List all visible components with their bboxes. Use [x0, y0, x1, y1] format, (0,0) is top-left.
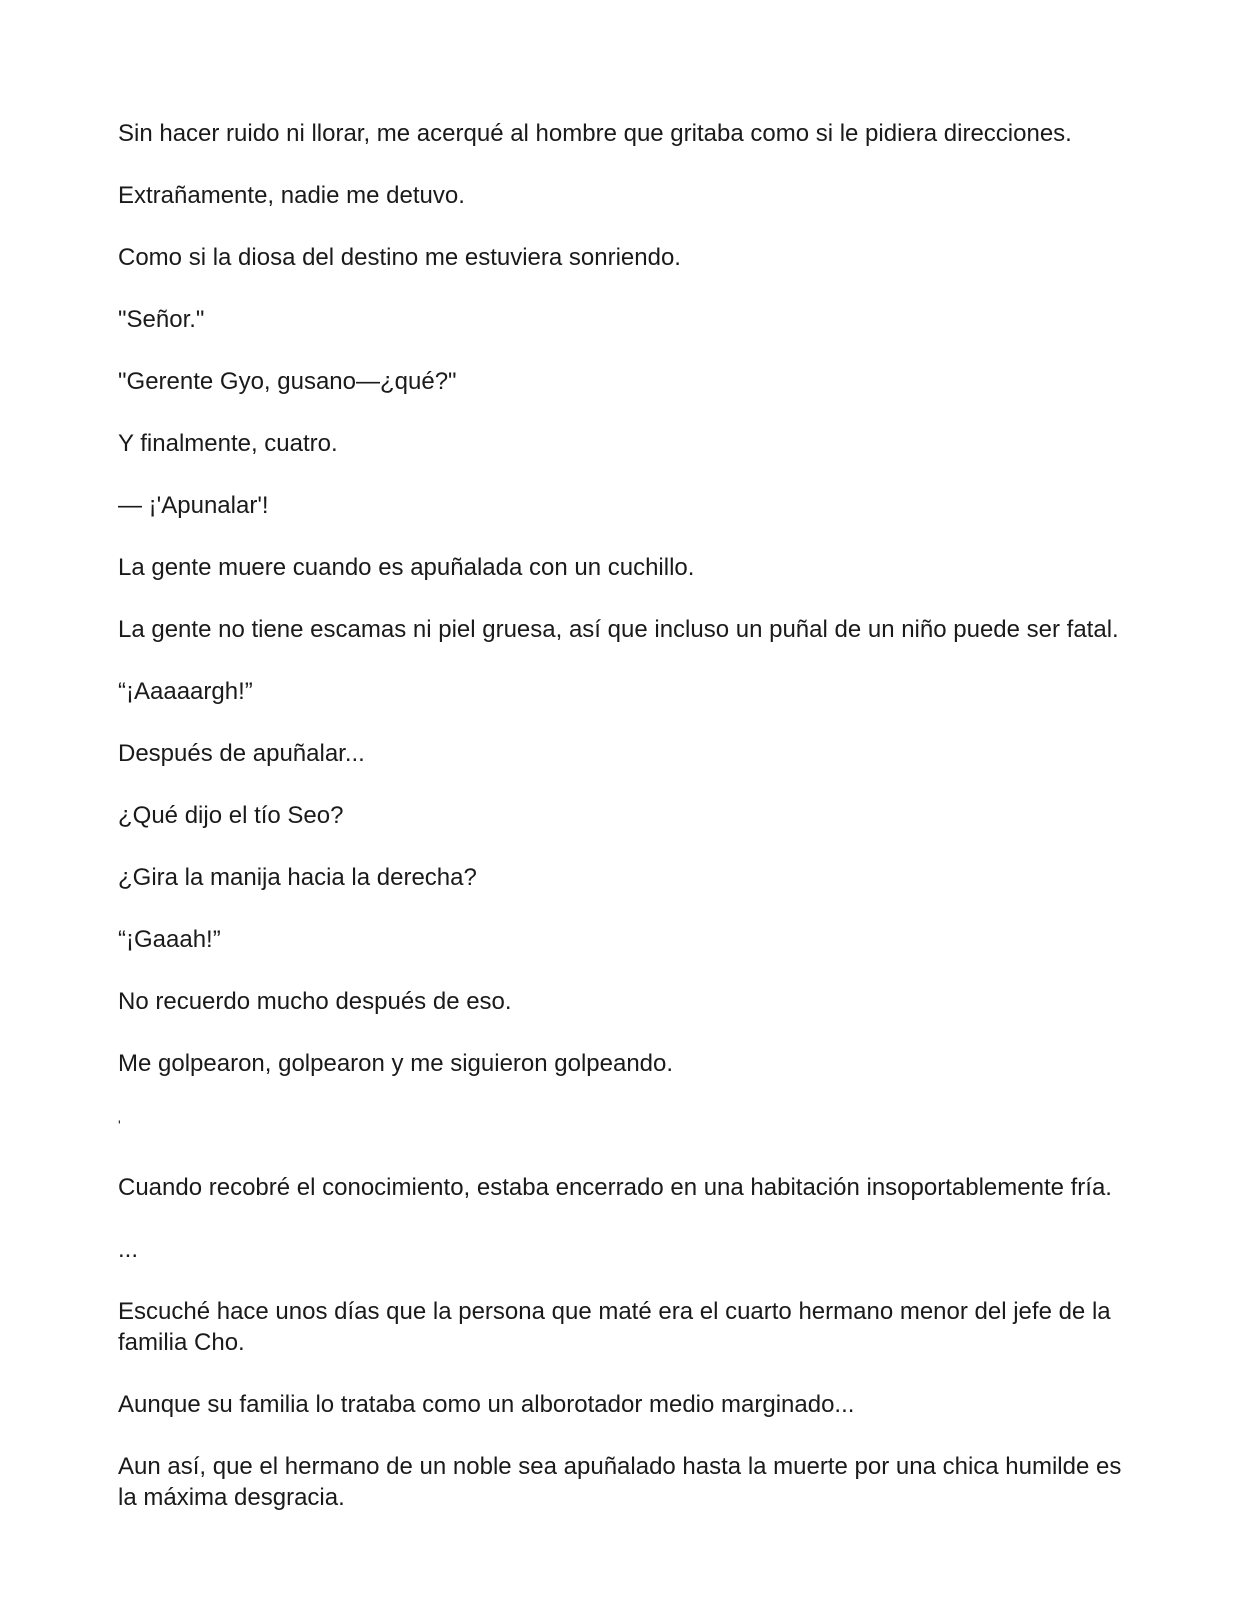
paragraph: “¡Gaaah!”: [118, 926, 221, 953]
paragraph: No recuerdo mucho después de eso.: [118, 988, 512, 1015]
paragraph: "Señor.": [118, 306, 205, 333]
paragraph: Escuché hace unos días que la persona que maté era el cuarto hermano menor del jefe de la familia Cho.: [118, 1298, 1118, 1356]
paragraph: Aun así, que el hermano de un noble sea apuñalado hasta la muerte por una chica humilde es la máxima desgracia.: [118, 1453, 1129, 1511]
paragraph: “¡Aaaaargh!”: [118, 678, 253, 705]
paragraph: Aunque su familia lo trataba como un alborotador medio marginado...: [118, 1391, 855, 1418]
paragraph: Extrañamente, nadie me detuvo.: [118, 182, 465, 209]
paragraph: Cuando recobré el conocimiento, estaba encerrado en una habitación insoportablemente fría.: [118, 1174, 1112, 1201]
paragraph: ¿Gira la manija hacia la derecha?: [118, 864, 477, 891]
paragraph: ...: [118, 1236, 139, 1263]
paragraph: Y finalmente, cuatro.: [118, 430, 338, 457]
paragraph: Me golpearon, golpearon y me siguieron golpeando.: [118, 1050, 674, 1077]
stray-mark: ': [118, 1117, 121, 1133]
paragraph: Sin hacer ruido ni llorar, me acerqué al hombre que gritaba como si le pidiera direcciones.: [118, 120, 1072, 147]
paragraph: Como si la diosa del destino me estuviera sonriendo.: [118, 244, 681, 271]
document-body: [118, 118, 1128, 1544]
paragraph: La gente muere cuando es apuñalada con un cuchillo.: [118, 554, 695, 581]
paragraph: Después de apuñalar...: [118, 740, 365, 767]
paragraph: — ¡'Apunalar'!: [118, 492, 269, 519]
paragraph: La gente no tiene escamas ni piel gruesa, así que incluso un puñal de un niño puede ser fatal.: [118, 616, 1119, 643]
paragraph: ¿Qué dijo el tío Seo?: [118, 802, 344, 829]
paragraph: "Gerente Gyo, gusano—¿qué?": [118, 368, 457, 395]
